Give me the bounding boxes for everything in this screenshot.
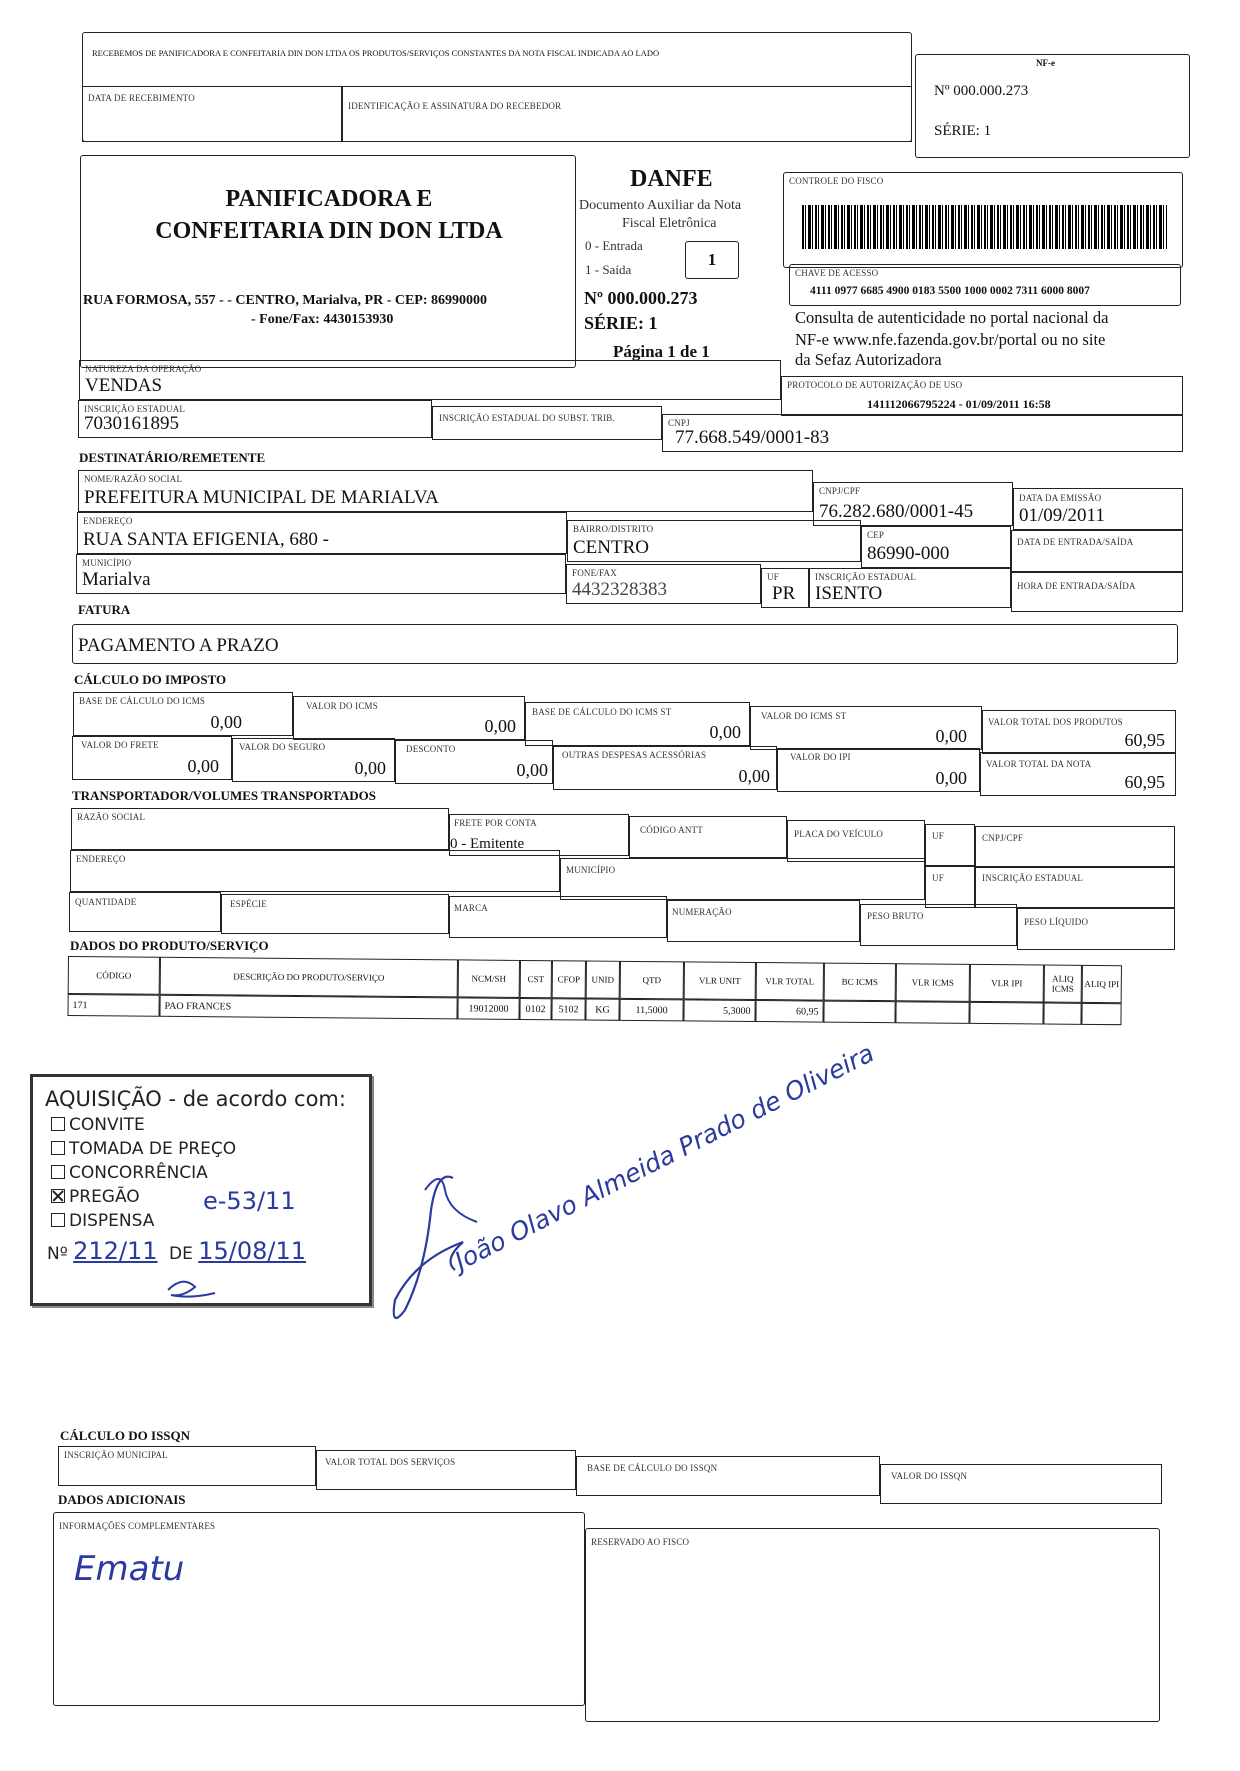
consulta-l3: da Sefaz Autorizadora: [795, 350, 942, 369]
table-row-ncm: 19012000: [457, 997, 519, 1020]
canhoto-numero: Nº 000.000.273: [934, 83, 1029, 99]
desconto: DESCONTO 0,00: [395, 740, 553, 784]
transp-frete: FRETE POR CONTA 0 - Emitente: [449, 814, 629, 856]
checkbox-icon: [51, 1141, 65, 1155]
stamp-num-val: 212/11: [73, 1237, 158, 1265]
pregao-numero: e-53/11: [203, 1187, 296, 1215]
total-nota: VALOR TOTAL DA NOTA 60,95: [980, 752, 1176, 796]
th-aliq-icms: ALIQ ICMS: [1044, 965, 1082, 1003]
table-row-vlr-icms: [895, 1001, 969, 1024]
danfe-tipo: 1: [707, 250, 717, 269]
produtos-section: DADOS DO PRODUTO/SERVIÇO: [70, 938, 269, 953]
danfe-serie: SÉRIE: 1: [584, 313, 658, 333]
stamp-tomada: TOMADA DE PREÇO: [51, 1139, 236, 1159]
transp-endereco: ENDEREÇO: [70, 850, 560, 892]
stamp-pregao: PREGÃO: [51, 1187, 140, 1207]
bc-icms-st: BASE DE CÁLCULO DO ICMS ST 0,00: [525, 702, 750, 746]
inscricao-estadual: INSCRIÇÃO ESTADUAL 7030161895: [78, 400, 432, 438]
table-row-bc-icms: [823, 1001, 895, 1024]
adicionais-section: DADOS ADICIONAIS: [58, 1492, 186, 1507]
th-qtd: QTD: [620, 961, 684, 1000]
transp-uf2: UF: [925, 866, 975, 908]
emitente-endereco: RUA FORMOSA, 557 - - CENTRO, Marialva, PR - CEP: 86990000: [83, 293, 488, 308]
destinatario-section: DESTINATÁRIO/REMETENTE: [79, 450, 266, 465]
emitente-fone: - Fone/Fax: 4430153930: [251, 312, 394, 327]
transp-cnpj: CNPJ/CPF: [975, 826, 1175, 868]
table-row-cfop: 5102: [551, 998, 585, 1020]
checkbox-icon: [51, 1213, 65, 1227]
emitente-nome-l2: CONFEITARIA DIN DON LTDA: [155, 218, 503, 244]
acquisition-stamp: [30, 1074, 372, 1306]
danfe-sub2: Fiscal Eletrônica: [622, 216, 717, 231]
table-row-vlr-unit: 5,3000: [683, 999, 755, 1022]
valor-seguro: VALOR DO SEGURO 0,00: [232, 738, 395, 782]
th-cfop: CFOP: [552, 960, 586, 998]
checkbox-icon: [51, 1165, 65, 1179]
stamp-concorrencia: CONCORRÊNCIA: [51, 1163, 208, 1183]
issqn-bc: BASE DE CÁLCULO DO ISSQN: [576, 1456, 880, 1496]
transp-uf: UF: [925, 824, 975, 866]
natureza-operacao: NATUREZA DA OPERAÇÃO VENDAS: [79, 360, 781, 400]
table-row-aliq-ipi: [1081, 1003, 1121, 1025]
canhoto-identificacao: IDENTIFICAÇÃO E ASSINATURA DO RECEBEDOR: [342, 86, 912, 142]
dest-municipio: MUNICÍPIO Marialva: [76, 554, 566, 594]
transp-especie: ESPÉCIE: [221, 894, 449, 934]
canhoto-serie: SÉRIE: 1: [934, 123, 992, 139]
th-vlr-unit: VLR UNIT: [684, 961, 756, 1000]
valor-icms: VALOR DO ICMS 0,00: [293, 696, 525, 740]
transp-numeracao: NUMERAÇÃO: [667, 900, 860, 942]
valor-ipi: VALOR DO IPI 0,00: [777, 748, 980, 792]
valor-frete: VALOR DO FRETE 0,00: [72, 736, 232, 780]
issqn-valor: VALOR DO ISSQN: [880, 1464, 1162, 1504]
bc-icms: BASE DE CÁLCULO DO ICMS 0,00: [73, 692, 293, 736]
table-row-cst: 0102: [519, 998, 551, 1020]
inscricao-estadual-st: INSCRIÇÃO ESTADUAL DO SUBST. TRIB.: [432, 406, 662, 440]
info-handwriting: Ematu: [74, 1549, 185, 1589]
dest-entrada-saida: DATA DE ENTRADA/SAÍDA: [1011, 530, 1183, 572]
transp-peso-liquido: PESO LÍQUIDO: [1017, 908, 1175, 950]
danfe-entrada: 0 - Entrada: [585, 238, 643, 253]
canhoto-recebemos-text: RECEBEMOS DE PANIFICADORA E CONFEITARIA DIN DON LTDA OS PRODUTOS/SERVIÇOS CONSTANTES DA NOTA FISCAL INDICADA AO LADO: [92, 48, 660, 58]
th-unid: UNID: [586, 961, 620, 999]
transp-peso-bruto: PESO BRUTO: [860, 904, 1017, 946]
table-row-descricao: PAO FRANCES: [159, 995, 457, 1020]
fatura-box: PAGAMENTO A PRAZO: [72, 624, 1178, 664]
valor-icms-st: VALOR DO ICMS ST 0,00: [750, 706, 982, 750]
consulta-l2: NF-e www.nfe.fazenda.gov.br/portal ou no site: [795, 330, 1106, 349]
transp-quantidade: QUANTIDADE: [69, 892, 221, 932]
reservado-fisco: RESERVADO AO FISCO: [585, 1528, 1160, 1722]
th-vlr-total: VLR TOTAL: [756, 962, 824, 1001]
produtos-table: [67, 956, 1180, 1046]
table-row-qtd: 11,5000: [619, 999, 683, 1022]
dest-uf: UF PR: [761, 568, 809, 608]
danfe-title: DANFE: [630, 166, 713, 192]
outras-despesas: OUTRAS DESPESAS ACESSÓRIAS 0,00: [553, 746, 777, 790]
signature-name: João Olavo Almeida Prado de Oliveira: [450, 1038, 879, 1276]
table-row-codigo: 171: [67, 994, 159, 1017]
emitente-nome-l1: PANIFICADORA E: [225, 186, 433, 212]
stamp-dispensa: DISPENSA: [51, 1211, 154, 1231]
barcode: [802, 205, 1167, 249]
consulta-l1: Consulta de autenticidade no portal nacional da: [795, 308, 1109, 327]
imposto-section: CÁLCULO DO IMPOSTO: [74, 672, 227, 687]
th-ncm: NCM/SH: [458, 959, 520, 998]
protocolo-autorizacao: PROTOCOLO DE AUTORIZAÇÃO DE USO 141112066795224 - 01/09/2011 16:58: [781, 376, 1183, 416]
total-produtos: VALOR TOTAL DOS PRODUTOS 60,95: [982, 710, 1176, 754]
table-row-aliq-icms: [1043, 1003, 1081, 1025]
chave-acesso-box: CHAVE DE ACESSO 4111 0977 6685 4900 0183 5500 1000 0002 7311 6000 8007: [789, 264, 1181, 306]
fatura-section: FATURA: [78, 602, 131, 617]
th-descricao: DESCRIÇÃO DO PRODUTO/SERVIÇO: [160, 957, 458, 998]
table-row-vlr-ipi: [969, 1002, 1043, 1025]
stamp-data-val: 15/08/11: [198, 1237, 307, 1265]
dest-ie: INSCRIÇÃO ESTADUAL ISENTO: [809, 568, 1011, 608]
dest-endereco: ENDEREÇO RUA SANTA EFIGENIA, 680 -: [77, 512, 567, 554]
th-vlr-icms: VLR ICMS: [896, 963, 970, 1002]
transportador-section: TRANSPORTADOR/VOLUMES TRANSPORTADOS: [72, 788, 377, 803]
table-row-vlr-total: 60,95: [755, 1000, 823, 1023]
info-complementares: INFORMAÇÕES COMPLEMENTARES Ematu: [53, 1512, 585, 1706]
th-cst: CST: [520, 960, 552, 998]
dest-nome: NOME/RAZÃO SOCIAL PREFEITURA MUNICIPAL DE MARIALVA: [78, 470, 813, 512]
danfe-pagina: Página 1 de 1: [613, 342, 710, 361]
dest-hora: HORA DE ENTRADA/SAÍDA: [1011, 572, 1183, 612]
canhoto-nfe-box: [915, 54, 1190, 158]
chave-acesso: 4111 0977 6685 4900 0183 5500 1000 0002 7311 6000 8007: [810, 285, 1090, 297]
transp-placa: PLACA DO VEÍCULO: [787, 820, 925, 862]
transp-marca: MARCA: [449, 896, 667, 938]
danfe-sub1: Documento Auxiliar da Nota: [579, 198, 742, 213]
controle-fisco-box: CONTROLE DO FISCO: [783, 172, 1183, 268]
transp-razao: RAZÃO SOCIAL: [71, 808, 449, 850]
issqn-im: INSCRIÇÃO MUNICIPAL: [58, 1446, 316, 1486]
stamp-scribble: [163, 1275, 223, 1301]
danfe-saida: 1 - Saída: [585, 262, 632, 277]
table-row-unid: KG: [585, 999, 619, 1021]
dest-cep: CEP 86990-000: [861, 526, 1011, 568]
stamp-convite: CONVITE: [51, 1115, 145, 1135]
issqn-section: CÁLCULO DO ISSQN: [60, 1428, 191, 1443]
stamp-numero-line: Nº 212/11 DE 15/08/11: [47, 1237, 307, 1265]
dest-cnpj: CNPJ/CPF 76.282.680/0001-45: [813, 482, 1013, 526]
transp-ie: INSCRIÇÃO ESTADUAL: [975, 866, 1175, 908]
checked-checkbox-icon: [51, 1189, 65, 1203]
th-codigo: CÓDIGO: [68, 956, 160, 995]
issqn-total-servicos: VALOR TOTAL DOS SERVIÇOS: [316, 1450, 576, 1490]
transp-antt: CÓDIGO ANTT: [629, 816, 787, 858]
canhoto-data-recebimento: DATA DE RECEBIMENTO: [82, 86, 342, 142]
stamp-title: AQUISIÇÃO - de acordo com:: [45, 1087, 346, 1111]
th-aliq-ipi: ALIQ IPI: [1082, 965, 1122, 1003]
danfe-tipo-box: [685, 241, 739, 279]
checkbox-icon: [51, 1117, 65, 1131]
emitente-box: [80, 155, 576, 368]
th-bc-icms: BC ICMS: [824, 963, 896, 1002]
danfe-numero: Nº 000.000.273: [584, 288, 698, 308]
emitente-cnpj: CNPJ 77.668.549/0001-83: [662, 414, 1183, 452]
transp-municipio: MUNICÍPIO: [560, 858, 925, 900]
th-vlr-ipi: VLR IPI: [970, 964, 1044, 1003]
dest-bairro: BAIRRO/DISTRITO CENTRO: [567, 520, 861, 562]
dest-fone: FONE/FAX 4432328383: [566, 564, 761, 604]
dest-emissao: DATA DA EMISSÃO 01/09/2011: [1013, 488, 1183, 530]
canhoto-nfe-label: NF-e: [1036, 58, 1055, 68]
